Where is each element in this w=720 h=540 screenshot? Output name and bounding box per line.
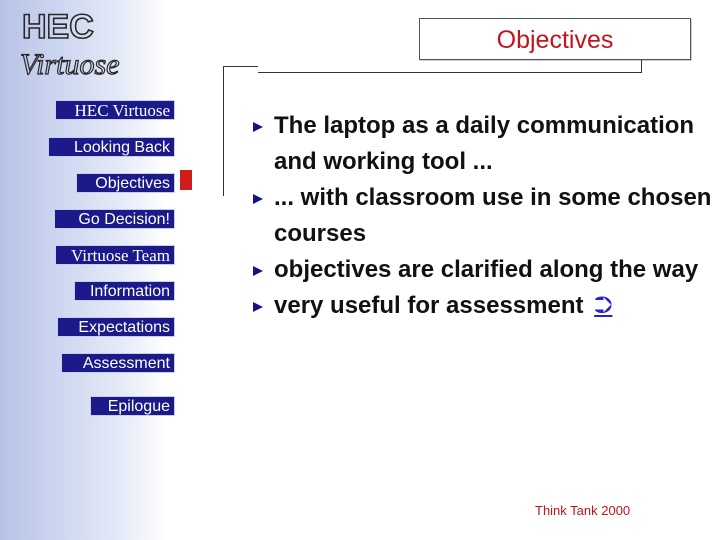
divider-line: [641, 60, 642, 73]
bullet-text: The laptop as a daily communication and working tool ...: [274, 112, 695, 175]
bullet-text: very useful for assessment: [274, 292, 584, 319]
bullet-arrow-icon: [253, 266, 263, 276]
nav-virtuose-team[interactable]: Virtuose Team: [55, 245, 175, 265]
nav-information[interactable]: Information: [74, 281, 175, 301]
bullet-arrow-icon: [253, 302, 263, 312]
logo-virtuose-text: Virtuose: [20, 48, 120, 80]
bullet-text: ... with classroom use in some chosen courses: [274, 184, 712, 247]
divider-line: [223, 66, 224, 196]
nav-assessment[interactable]: Assessment: [61, 353, 175, 373]
bullet-item: [253, 288, 713, 324]
nav-epilogue[interactable]: Epilogue: [90, 396, 175, 416]
footer-text: Think Tank 2000: [535, 503, 631, 518]
logo-hec-text: HEC: [22, 8, 94, 46]
active-nav-marker: [180, 170, 192, 190]
title-box: [419, 18, 691, 60]
next-link-arrow-icon[interactable]: ⮊: [594, 292, 613, 319]
nav-go-decision[interactable]: Go Decision!: [54, 209, 175, 229]
hec-virtuose-logo: [18, 4, 128, 80]
divider-line: [258, 72, 641, 73]
bullet-item: [253, 108, 713, 180]
bullet-item: [253, 252, 713, 288]
left-sidebar: [0, 0, 165, 540]
bullet-arrow-icon: [253, 194, 263, 204]
bullet-item: [253, 180, 713, 252]
divider-line: [223, 66, 258, 67]
nav-hec-virtuose[interactable]: HEC Virtuose: [55, 100, 175, 120]
bullet-list: [253, 108, 713, 324]
nav-objectives[interactable]: Objectives: [76, 173, 175, 193]
nav-looking-back[interactable]: Looking Back: [48, 137, 175, 157]
bullet-text: objectives are clarified along the way: [274, 256, 699, 283]
bullet-arrow-icon: [253, 122, 263, 132]
nav-expectations[interactable]: Expectations: [57, 317, 175, 337]
page-title: Objectives: [496, 26, 614, 54]
